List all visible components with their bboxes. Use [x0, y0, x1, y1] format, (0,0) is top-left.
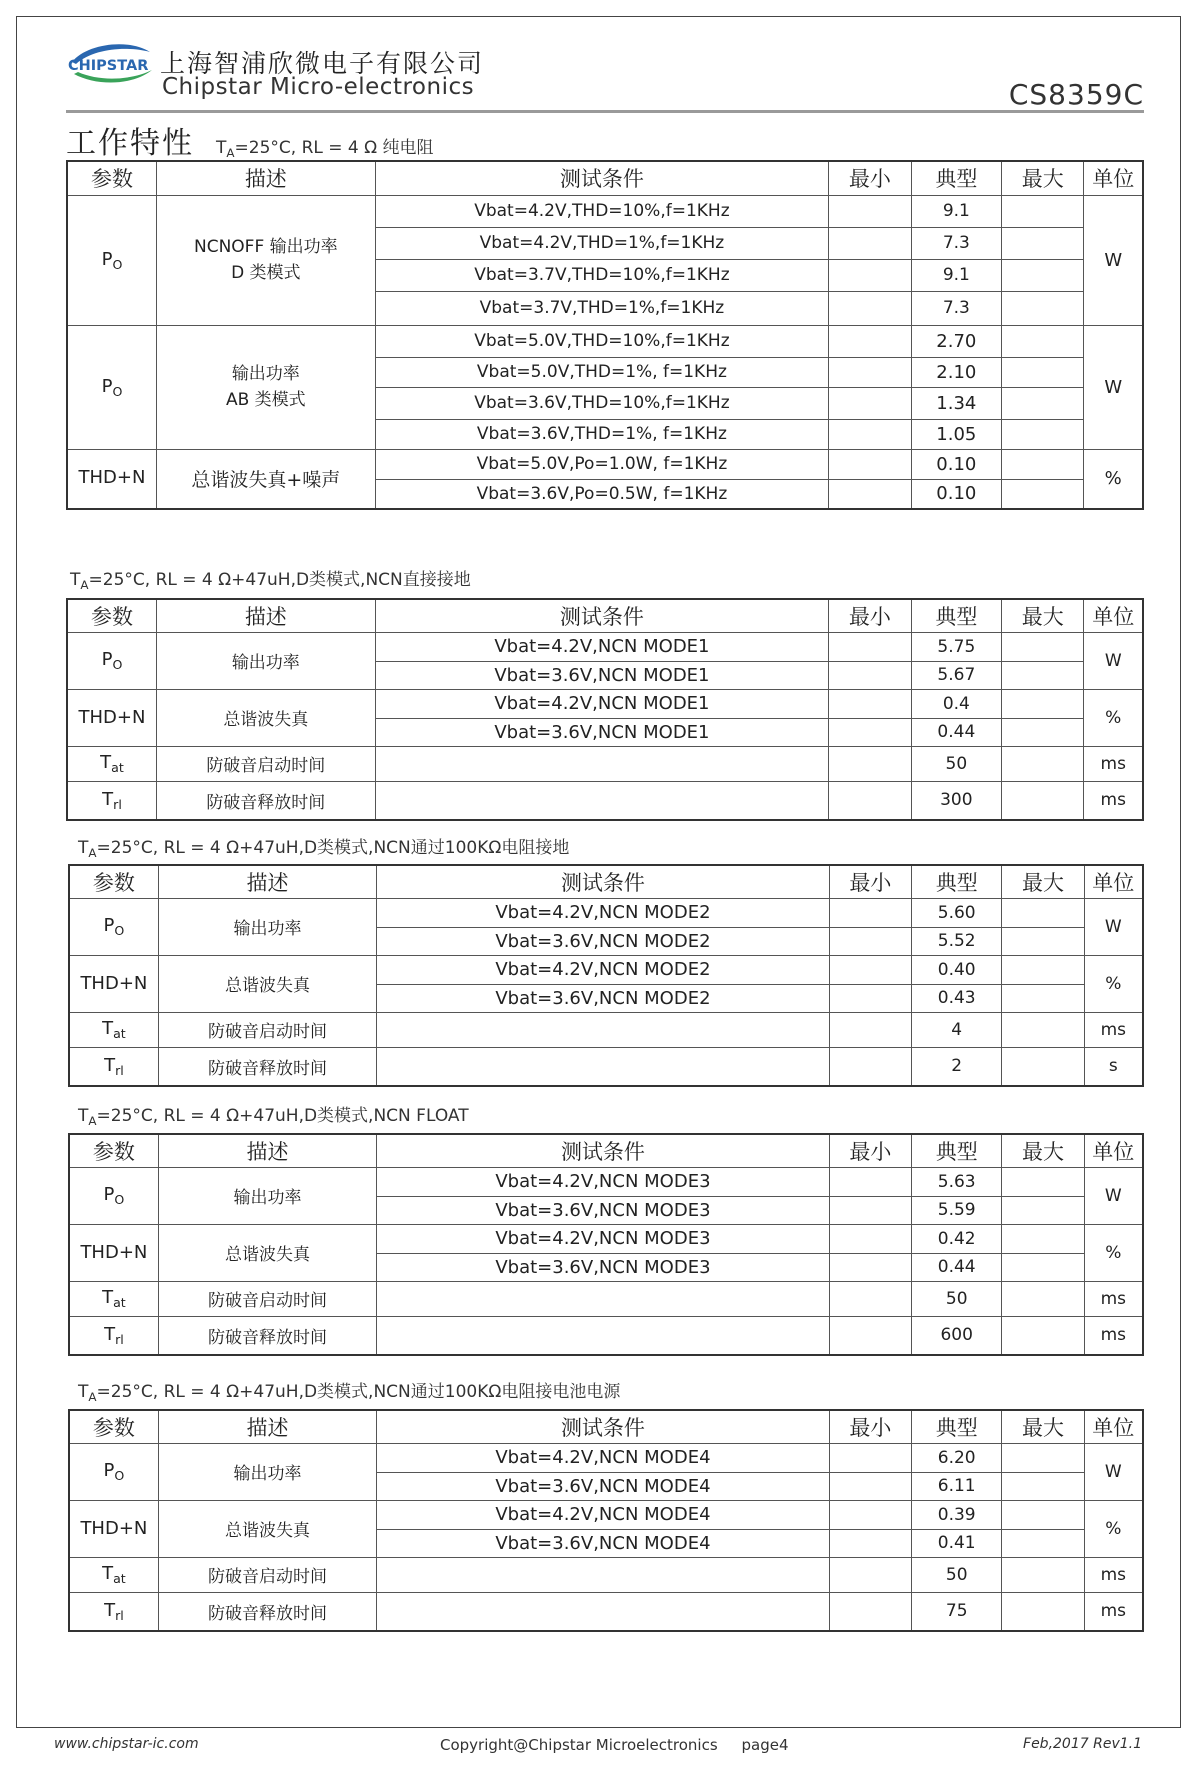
svg-text:CHIPSTAR: CHIPSTAR: [68, 58, 149, 74]
max-cell: [1002, 1592, 1084, 1631]
col-header-cond: 测试条件: [375, 161, 829, 195]
condition-cell: Vbat=4.2V,NCN MODE1: [375, 689, 829, 718]
param-cell: $T_{rl}$: [69, 1316, 158, 1355]
table-header-row: [69, 1410, 1143, 1443]
desc-cell: 总谐波失真: [156, 689, 375, 746]
desc-cell: 防破音释放时间: [158, 1047, 376, 1086]
condition-cell: Vbat=3.6V,THD=1%, f=1KHz: [375, 419, 829, 449]
condition-cell: [377, 1557, 830, 1592]
unit-cell: ms: [1084, 1012, 1143, 1047]
min-cell: [829, 259, 911, 291]
col-header-param: 参数: [69, 1410, 158, 1443]
unit-cell: W: [1084, 898, 1143, 955]
min-cell: [829, 1196, 911, 1224]
col-header-max: 最大: [1002, 161, 1084, 195]
param-cell: $P_O$: [69, 1443, 158, 1500]
unit-cell: W: [1084, 325, 1143, 449]
max-cell: [1002, 259, 1084, 291]
col-header-typ: 典型: [912, 1134, 1002, 1167]
typ-cell: 5.67: [911, 661, 1002, 689]
unit-cell: W: [1084, 1443, 1143, 1500]
max-cell: [1002, 718, 1084, 746]
min-cell: [829, 479, 911, 509]
mode-condition: $T_A=25^\circ C$, RL = 4 Ω+47uH,D类模式,NCN直接接地: [70, 570, 471, 592]
typ-cell: 600: [912, 1316, 1002, 1355]
spec-table-1: [66, 160, 1144, 510]
col-header-param: 参数: [67, 599, 156, 632]
condition-cell: Vbat=3.7V,THD=10%,f=1KHz: [375, 259, 829, 291]
param-cell: THD+N: [67, 689, 156, 746]
max-cell: [1002, 449, 1084, 479]
condition-cell: Vbat=5.0V,THD=10%,f=1KHz: [375, 325, 829, 357]
param-cell: $P_O$: [69, 898, 158, 955]
footer-revision: Feb,2017 Rev1.1: [1023, 1736, 1142, 1752]
mode-table-1: [66, 598, 1144, 821]
min-cell: [829, 1592, 911, 1631]
footer-website: www.chipstar-ic.com: [54, 1736, 199, 1752]
unit-cell: ms: [1084, 1316, 1143, 1355]
typ-cell: 0.42: [912, 1224, 1002, 1253]
max-cell: [1002, 746, 1084, 781]
table-row: [67, 689, 1143, 718]
condition-cell: Vbat=3.7V,THD=1%,f=1KHz: [375, 291, 829, 325]
param-cell: THD+N: [69, 1500, 158, 1557]
desc-cell: 防破音释放时间: [158, 1592, 376, 1631]
section-title: 工作特性: [66, 126, 194, 161]
condition-cell: Vbat=4.2V,NCN MODE1: [375, 632, 829, 661]
condition-cell: [377, 1047, 830, 1086]
typ-cell: 0.44: [912, 1253, 1002, 1281]
desc-cell: 防破音启动时间: [158, 1281, 376, 1316]
condition-cell: Vbat=3.6V,NCN MODE2: [377, 984, 830, 1012]
desc-cell: 输出功率 AB 类模式: [156, 325, 375, 449]
unit-cell: %: [1084, 1224, 1143, 1281]
col-header-max: 最大: [1002, 599, 1084, 632]
condition-cell: Vbat=3.6V,NCN MODE3: [377, 1253, 830, 1281]
col-header-desc: 描述: [156, 599, 375, 632]
max-cell: [1002, 1316, 1084, 1355]
desc-cell: 总谐波失真: [158, 955, 376, 1012]
condition-cell: Vbat=4.2V,THD=10%,f=1KHz: [375, 195, 829, 227]
min-cell: [829, 1500, 911, 1529]
condition-cell: Vbat=3.6V,Po=0.5W, f=1KHz: [375, 479, 829, 509]
condition-cell: Vbat=4.2V,NCN MODE2: [377, 955, 830, 984]
desc-cell: 防破音启动时间: [158, 1557, 376, 1592]
condition-cell: Vbat=4.2V,NCN MODE4: [377, 1443, 830, 1472]
typ-cell: 2: [912, 1047, 1002, 1086]
col-header-cond: 测试条件: [377, 1410, 830, 1443]
condition-cell: Vbat=3.6V,NCN MODE1: [375, 661, 829, 689]
col-header-typ: 典型: [912, 1410, 1002, 1443]
typ-cell: 0.41: [912, 1529, 1002, 1557]
col-header-min: 最小: [829, 161, 911, 195]
typ-cell: 0.44: [911, 718, 1002, 746]
max-cell: [1002, 1557, 1084, 1592]
page-header: [66, 40, 1144, 112]
max-cell: [1002, 227, 1084, 259]
max-cell: [1002, 1281, 1084, 1316]
col-header-typ: 典型: [912, 865, 1002, 898]
condition-cell: [377, 1281, 830, 1316]
param-cell: THD+N: [67, 449, 156, 509]
typ-cell: 0.43: [912, 984, 1002, 1012]
min-cell: [829, 325, 911, 357]
mode-condition: $T_A=25^\circ C$, RL = 4 Ω+47uH,D类模式,NCN通过100KΩ电阻接电池电源: [78, 1382, 621, 1404]
table-row: [67, 746, 1143, 781]
condition-cell: Vbat=4.2V,NCN MODE4: [377, 1500, 830, 1529]
chipstar-logo: [66, 40, 156, 90]
max-cell: [1002, 419, 1084, 449]
col-header-unit: 单位: [1084, 161, 1143, 195]
col-header-min: 最小: [829, 1410, 911, 1443]
col-header-max: 最大: [1002, 1410, 1084, 1443]
unit-cell: W: [1084, 1167, 1143, 1224]
max-cell: [1002, 1443, 1084, 1472]
typ-cell: 7.3: [911, 227, 1002, 259]
condition-cell: Vbat=5.0V,Po=1.0W, f=1KHz: [375, 449, 829, 479]
table-header-row: [67, 599, 1143, 632]
min-cell: [829, 927, 911, 955]
max-cell: [1002, 1224, 1084, 1253]
max-cell: [1002, 661, 1084, 689]
max-cell: [1002, 984, 1084, 1012]
typ-cell: 75: [912, 1592, 1002, 1631]
typ-cell: 0.40: [912, 955, 1002, 984]
typ-cell: 0.4: [911, 689, 1002, 718]
condition-cell: Vbat=3.6V,NCN MODE1: [375, 718, 829, 746]
param-cell: $T_{rl}$: [69, 1592, 158, 1631]
unit-cell: ms: [1084, 1592, 1143, 1631]
table-row: [69, 1012, 1143, 1047]
unit-cell: W: [1084, 632, 1143, 689]
typ-cell: 1.05: [911, 419, 1002, 449]
desc-cell: 防破音启动时间: [156, 746, 375, 781]
desc-cell: 输出功率: [156, 632, 375, 689]
min-cell: [829, 1316, 911, 1355]
unit-cell: %: [1084, 449, 1143, 509]
param-cell: $T_{at}$: [69, 1281, 158, 1316]
col-header-desc: 描述: [158, 1410, 376, 1443]
desc-cell: 总谐波失真: [158, 1500, 376, 1557]
unit-cell: W: [1084, 195, 1143, 325]
table-row: [67, 449, 1143, 479]
desc-cell: 防破音启动时间: [158, 1012, 376, 1047]
table-row: [67, 781, 1143, 820]
col-header-min: 最小: [829, 865, 911, 898]
company-name-cn: 上海智浦欣微电子有限公司: [160, 49, 485, 78]
max-cell: [1002, 1472, 1084, 1500]
desc-cell: 防破音释放时间: [158, 1316, 376, 1355]
footer-page: page4: [741, 1736, 789, 1754]
mode-table-3: [68, 1133, 1144, 1356]
table-row: [69, 1047, 1143, 1086]
typ-cell: 2.70: [911, 325, 1002, 357]
section-heading: [66, 118, 434, 162]
typ-cell: 50: [911, 746, 1002, 781]
col-header-typ: 典型: [911, 161, 1002, 195]
unit-cell: %: [1084, 955, 1143, 1012]
max-cell: [1002, 1253, 1084, 1281]
param-cell: $P_O$: [67, 195, 156, 325]
max-cell: [1002, 1167, 1084, 1196]
max-cell: [1002, 387, 1084, 419]
param-cell: THD+N: [69, 955, 158, 1012]
table-row: [69, 1592, 1143, 1631]
table-header-row: [69, 865, 1143, 898]
max-cell: [1002, 689, 1084, 718]
min-cell: [829, 387, 911, 419]
condition-cell: Vbat=3.6V,THD=10%,f=1KHz: [375, 387, 829, 419]
typ-cell: 50: [912, 1281, 1002, 1316]
condition-cell: Vbat=3.6V,NCN MODE2: [377, 927, 830, 955]
col-header-desc: 描述: [158, 865, 376, 898]
section-condition: $T_A=25^\circ C$, RL = 4 Ω 纯电阻: [216, 138, 434, 160]
unit-cell: s: [1084, 1047, 1143, 1086]
table-row: [69, 1500, 1143, 1529]
desc-cell: 输出功率: [158, 1443, 376, 1500]
min-cell: [829, 898, 911, 927]
max-cell: [1002, 632, 1084, 661]
header-divider: [66, 110, 1144, 113]
condition-cell: Vbat=4.2V,THD=1%,f=1KHz: [375, 227, 829, 259]
min-cell: [829, 1443, 911, 1472]
col-header-desc: 描述: [158, 1134, 376, 1167]
max-cell: [1002, 1500, 1084, 1529]
typ-cell: 0.10: [911, 479, 1002, 509]
min-cell: [829, 1167, 911, 1196]
min-cell: [829, 291, 911, 325]
col-header-cond: 测试条件: [375, 599, 829, 632]
min-cell: [829, 449, 911, 479]
min-cell: [829, 955, 911, 984]
max-cell: [1002, 195, 1084, 227]
desc-cell: 防破音释放时间: [156, 781, 375, 820]
typ-cell: 4: [912, 1012, 1002, 1047]
min-cell: [829, 1472, 911, 1500]
condition-cell: Vbat=3.6V,NCN MODE4: [377, 1529, 830, 1557]
desc-cell: 总谐波失真+噪声: [156, 449, 375, 509]
max-cell: [1002, 955, 1084, 984]
mode-table-2: [68, 864, 1144, 1087]
min-cell: [829, 661, 911, 689]
param-cell: THD+N: [69, 1224, 158, 1281]
condition-cell: Vbat=4.2V,NCN MODE2: [377, 898, 830, 927]
col-header-unit: 单位: [1084, 1134, 1143, 1167]
min-cell: [829, 1224, 911, 1253]
typ-cell: 5.60: [912, 898, 1002, 927]
max-cell: [1002, 357, 1084, 387]
condition-cell: Vbat=5.0V,THD=1%, f=1KHz: [375, 357, 829, 387]
col-header-min: 最小: [829, 1134, 911, 1167]
table-header-row: [69, 1134, 1143, 1167]
col-header-max: 最大: [1002, 865, 1084, 898]
condition-cell: [375, 746, 829, 781]
max-cell: [1002, 325, 1084, 357]
typ-cell: 9.1: [911, 259, 1002, 291]
param-cell: $T_{rl}$: [69, 1047, 158, 1086]
typ-cell: 50: [912, 1557, 1002, 1592]
min-cell: [829, 1557, 911, 1592]
condition-cell: [377, 1592, 830, 1631]
col-header-desc: 描述: [156, 161, 375, 195]
unit-cell: ms: [1084, 1557, 1143, 1592]
min-cell: [829, 227, 911, 259]
col-header-param: 参数: [69, 1134, 158, 1167]
col-header-param: 参数: [69, 865, 158, 898]
unit-cell: %: [1084, 689, 1143, 746]
max-cell: [1002, 291, 1084, 325]
table-row: [69, 898, 1143, 927]
max-cell: [1002, 1047, 1084, 1086]
max-cell: [1002, 1196, 1084, 1224]
table-row: [69, 1167, 1143, 1196]
typ-cell: 9.1: [911, 195, 1002, 227]
min-cell: [829, 746, 911, 781]
max-cell: [1002, 781, 1084, 820]
max-cell: [1002, 898, 1084, 927]
typ-cell: 300: [911, 781, 1002, 820]
table-row: [69, 1316, 1143, 1355]
param-cell: $P_O$: [69, 1167, 158, 1224]
col-header-cond: 测试条件: [377, 1134, 830, 1167]
desc-cell: 输出功率: [158, 898, 376, 955]
param-cell: $P_O$: [67, 325, 156, 449]
footer-copyright: Copyright@Chipstar Microelectronics page4: [440, 1736, 789, 1754]
unit-cell: %: [1084, 1500, 1143, 1557]
typ-cell: 1.34: [911, 387, 1002, 419]
typ-cell: 6.20: [912, 1443, 1002, 1472]
min-cell: [829, 632, 911, 661]
col-header-unit: 单位: [1084, 1410, 1143, 1443]
condition-cell: [375, 781, 829, 820]
table-row: [69, 1443, 1143, 1472]
unit-cell: ms: [1084, 1281, 1143, 1316]
typ-cell: 5.52: [912, 927, 1002, 955]
desc-cell: 总谐波失真: [158, 1224, 376, 1281]
min-cell: [829, 689, 911, 718]
table-header-row: [67, 161, 1143, 195]
typ-cell: 5.63: [912, 1167, 1002, 1196]
typ-cell: 6.11: [912, 1472, 1002, 1500]
min-cell: [829, 1529, 911, 1557]
min-cell: [829, 1012, 911, 1047]
typ-cell: 0.39: [912, 1500, 1002, 1529]
col-header-typ: 典型: [911, 599, 1002, 632]
part-number: CS8359C: [1008, 78, 1144, 111]
param-cell: $P_O$: [67, 632, 156, 689]
col-header-min: 最小: [829, 599, 911, 632]
mode-condition: $T_A=25^\circ C$, RL = 4 Ω+47uH,D类模式,NCN通过100KΩ电阻接地: [78, 838, 570, 860]
unit-cell: ms: [1084, 746, 1143, 781]
typ-cell: 5.75: [911, 632, 1002, 661]
unit-cell: ms: [1084, 781, 1143, 820]
table-row: [69, 1281, 1143, 1316]
desc-cell: 输出功率: [158, 1167, 376, 1224]
param-cell: $T_{at}$: [67, 746, 156, 781]
desc-cell: NCNOFF 输出功率 D 类模式: [156, 195, 375, 325]
col-header-unit: 单位: [1084, 865, 1143, 898]
param-cell: $T_{at}$: [69, 1012, 158, 1047]
min-cell: [829, 1047, 911, 1086]
condition-cell: [377, 1316, 830, 1355]
typ-cell: 0.10: [911, 449, 1002, 479]
condition-cell: Vbat=4.2V,NCN MODE3: [377, 1167, 830, 1196]
min-cell: [829, 718, 911, 746]
company-name-en: Chipstar Micro-electronics: [162, 74, 475, 100]
typ-cell: 2.10: [911, 357, 1002, 387]
table-row: [67, 195, 1143, 227]
col-header-cond: 测试条件: [377, 865, 830, 898]
min-cell: [829, 984, 911, 1012]
min-cell: [829, 1281, 911, 1316]
table-row: [69, 1557, 1143, 1592]
min-cell: [829, 195, 911, 227]
table-row: [67, 632, 1143, 661]
col-header-max: 最大: [1002, 1134, 1084, 1167]
param-cell: $T_{at}$: [69, 1557, 158, 1592]
typ-cell: 5.59: [912, 1196, 1002, 1224]
max-cell: [1002, 1012, 1084, 1047]
min-cell: [829, 1253, 911, 1281]
mode-condition: $T_A=25^\circ C$, RL = 4 Ω+47uH,D类模式,NCN FLOAT: [78, 1106, 469, 1128]
col-header-unit: 单位: [1084, 599, 1143, 632]
mode-table-4: [68, 1409, 1144, 1632]
max-cell: [1002, 479, 1084, 509]
param-cell: $T_{rl}$: [67, 781, 156, 820]
min-cell: [829, 419, 911, 449]
table-row: [69, 1224, 1143, 1253]
min-cell: [829, 781, 911, 820]
table-row: [67, 325, 1143, 357]
condition-cell: Vbat=3.6V,NCN MODE3: [377, 1196, 830, 1224]
min-cell: [829, 357, 911, 387]
condition-cell: Vbat=4.2V,NCN MODE3: [377, 1224, 830, 1253]
typ-cell: 7.3: [911, 291, 1002, 325]
table-row: [69, 955, 1143, 984]
max-cell: [1002, 927, 1084, 955]
condition-cell: [377, 1012, 830, 1047]
col-header-param: 参数: [67, 161, 156, 195]
condition-cell: Vbat=3.6V,NCN MODE4: [377, 1472, 830, 1500]
max-cell: [1002, 1529, 1084, 1557]
